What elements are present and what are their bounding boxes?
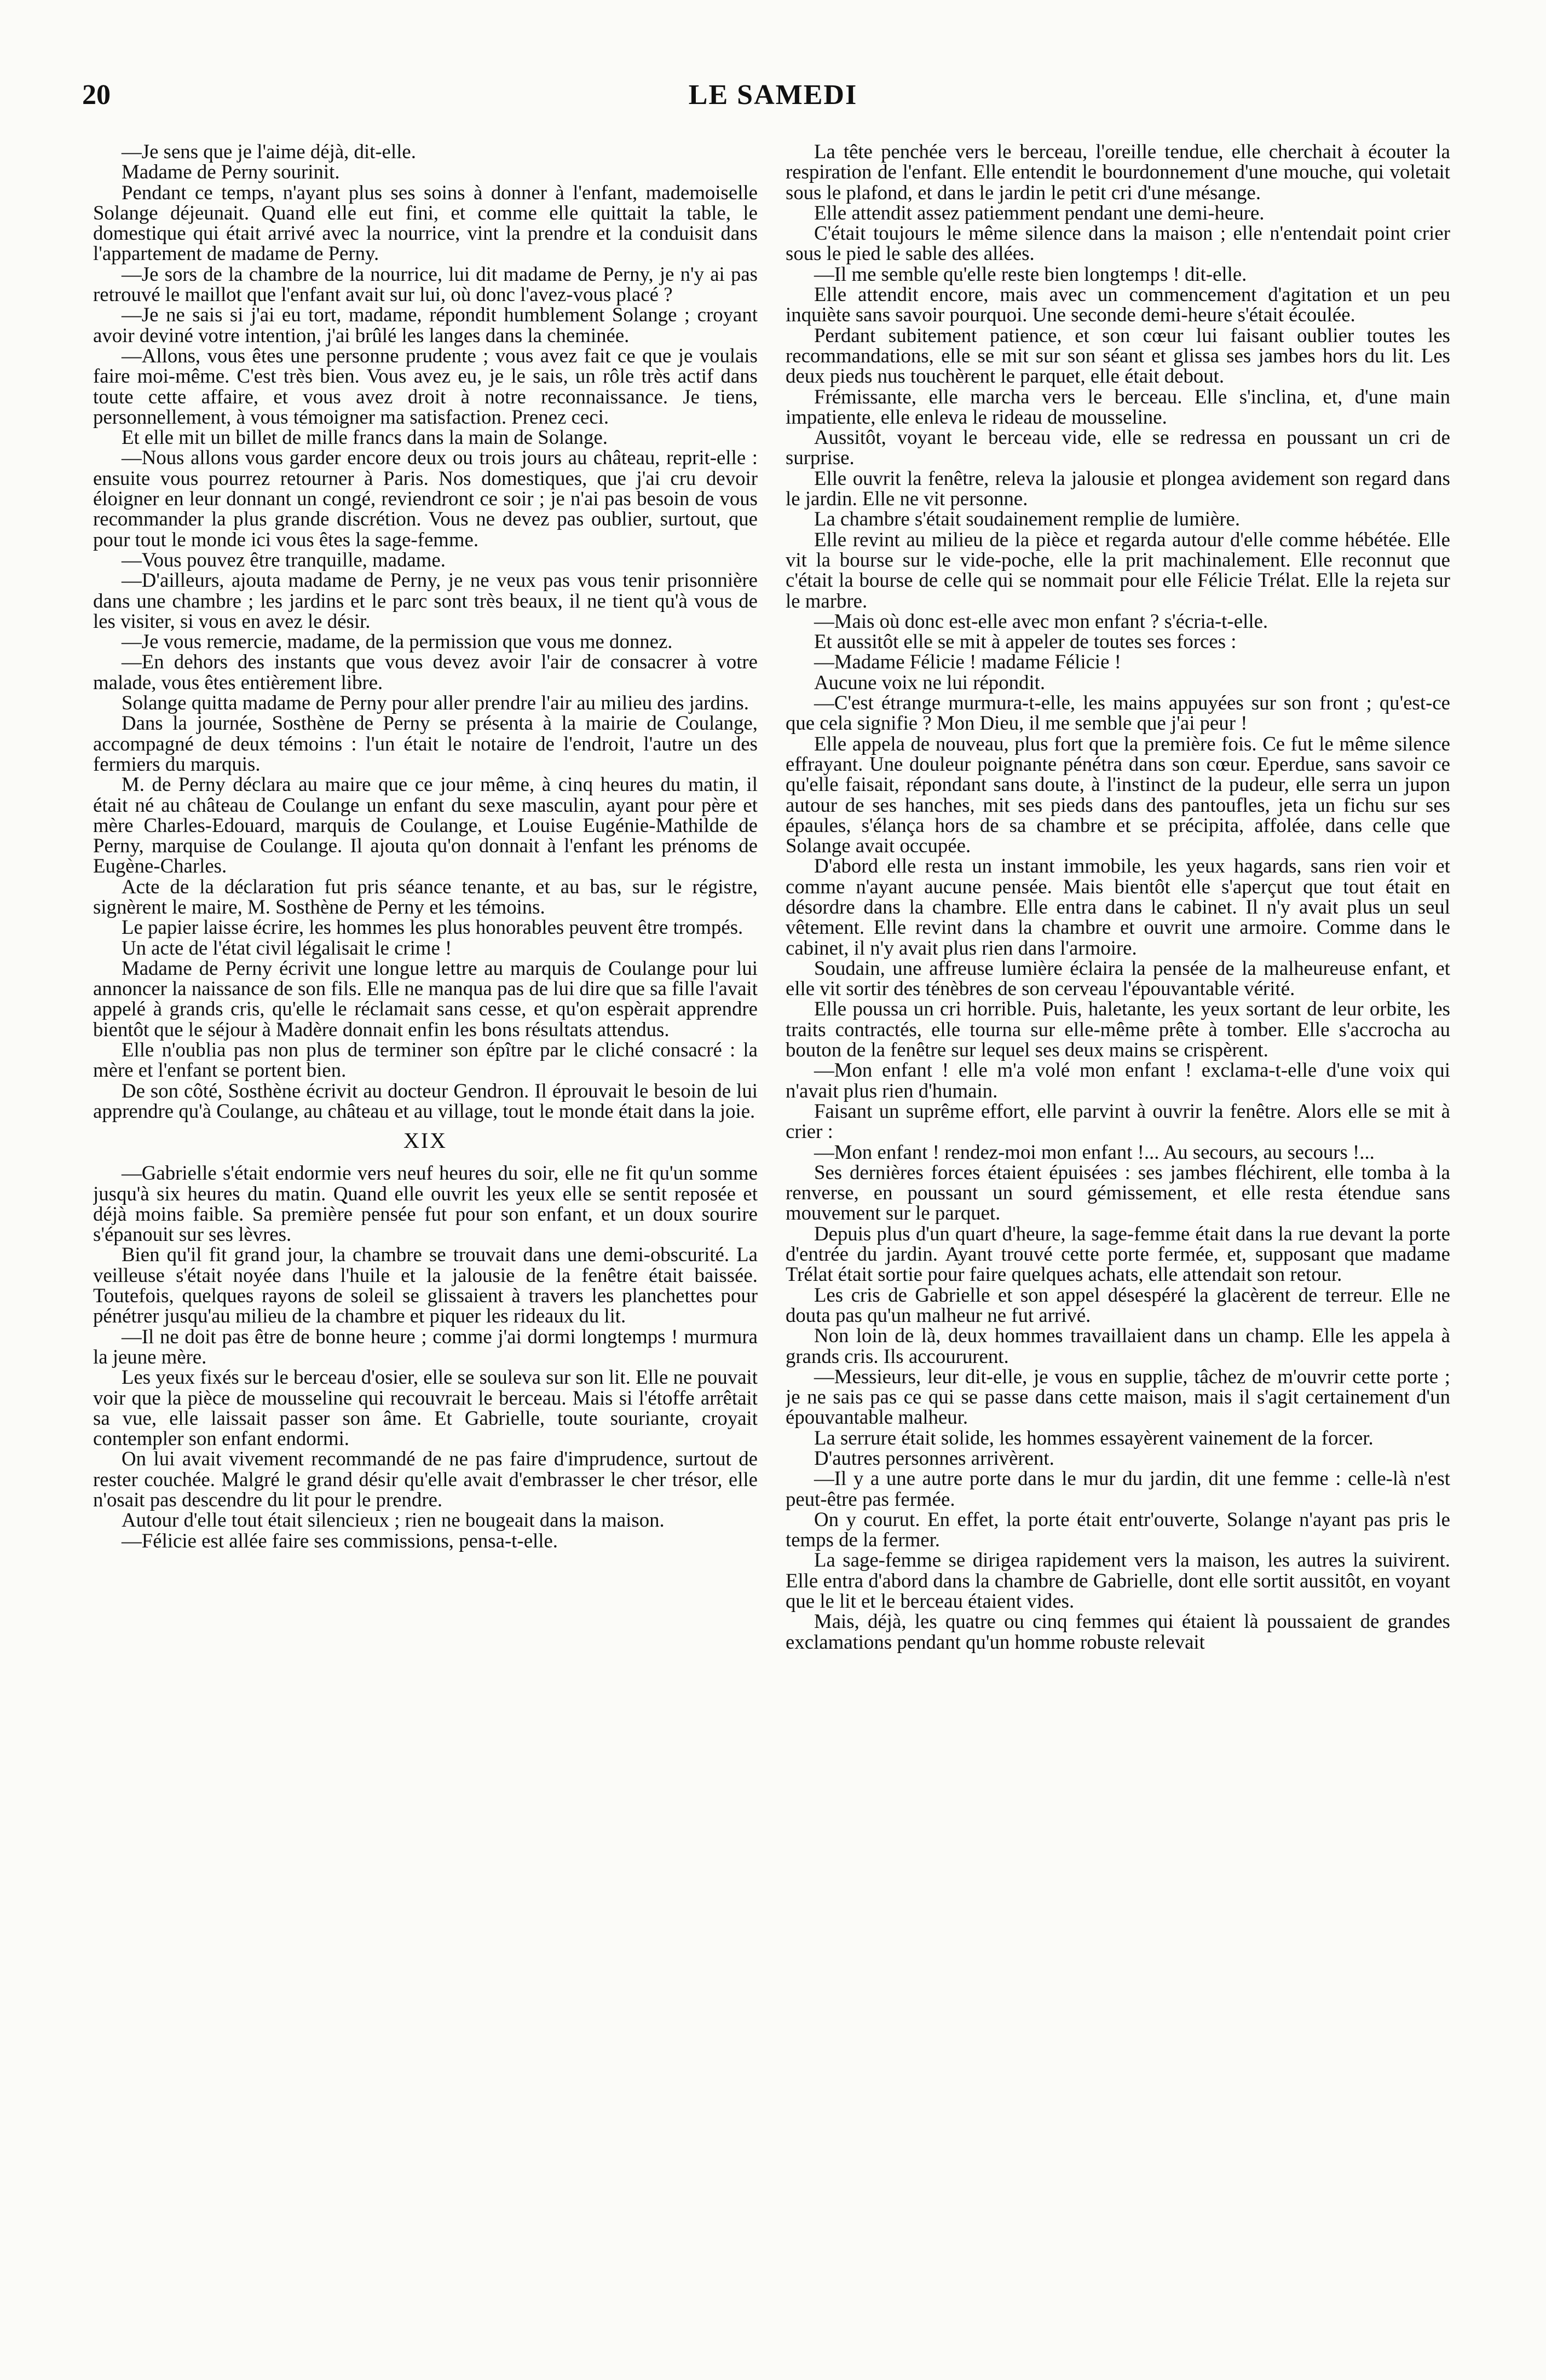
paragraph: De son côté, Sosthène écrivit au docteur Gendron. Il éprouvait le besoin de lui apprendre qu'à Coulange, au château et au village, tout le monde était dans la joie. [93,1079,758,1122]
paragraph: —Mon enfant ! elle m'a volé mon enfant ! exclama-t-elle d'une voix qui n'avait plus rien d'humain. [786,1059,1450,1102]
paragraph: —Félicie est allée faire ses commissions, pensa-t-elle. [122,1529,558,1552]
paragraph: Et elle mit un billet de mille francs dans la main de Solange. [122,426,608,449]
paragraph: Solange quitta madame de Perny pour aller prendre l'air au milieu des jardins. [122,691,749,714]
paragraph: —Il me semble qu'elle reste bien longtemps ! dit-elle. [814,262,1247,285]
paragraph: Soudain, une affreuse lumière éclaira la pensée de la malheureuse enfant, et elle vit sortir des ténèbres de son cerveau l'épouvantable vérité. [786,956,1450,1000]
paragraph: Faisant un suprême effort, elle parvint à ouvrir la fenêtre. Alors elle se mit à crier : [786,1099,1450,1143]
paragraph: —Vous pouvez être tranquille, madame. [122,548,446,571]
paragraph: —Je vous remercie, madame, de la permission que vous me donnez. [122,630,673,653]
paragraph: Les yeux fixés sur le berceau d'osier, elle se souleva sur son lit. Elle ne pouvait voir que la pièce de mousseline qui recouvrait le berceau. Mais si l'étoffe arrêtait sa vue, elle laissait passer son âme. Et Gabrielle, toute souriante, croyait contempler son enfant endormi. [93,1366,758,1450]
paragraph: Elle poussa un cri horrible. Puis, haletante, les yeux sortant de leur orbite, les traits contractés, elle tourna sur elle-même prête à tomber. Elle s'accrocha au bouton de la fenêtre sur lequel ses deux mains se crispèrent. [786,997,1450,1061]
paragraph: —Il ne doit pas être de bonne heure ; comme j'ai dormi longtemps ! murmura la jeune mère. [93,1325,758,1368]
running-head [82,78,1464,116]
paragraph: La serrure était solide, les hommes essayèrent vainement de la forcer. [814,1426,1374,1449]
paragraph: C'était toujours le même silence dans la maison ; elle n'entendait point crier sous le pied le sable des allées. [786,222,1450,265]
paragraph: Acte de la déclaration fut pris séance tenante, et au bas, sur le régistre, signèrent le maire, M. Sosthène de Perny et les témoins. [93,875,758,918]
paragraph: La chambre s'était soudainement remplie de lumière. [814,507,1241,530]
paragraph: —Gabrielle s'était endormie vers neuf heures du soir, elle ne fit qu'un somme jusqu'à six heures du matin. Quand elle ouvrit les yeux elle se sentit reposée et déjà moins faible. Sa première pensée fut pour son enfant, et un doux sourire s'épanouit sur ses lèvres. [93,1162,758,1246]
chapter-heading: XIX [403,1128,448,1153]
paragraph: —C'est étrange murmura-t-elle, les mains appuyées sur son front ; qu'est-ce que cela signifie ? Mon Dieu, il me semble que j'ai peur ! [786,691,1450,735]
journal-title: LE SAMEDI [688,79,858,111]
paragraph: Madame de Perny sourinit. [122,160,340,183]
paragraph: Le papier laisse écrire, les hommes les plus honorables peuvent être trompés. [122,916,743,939]
paragraph: —Mon enfant ! rendez-moi mon enfant !... Au secours, au secours !... [814,1140,1375,1163]
paragraph: Et aussitôt elle se mit à appeler de toutes ses forces : [814,630,1237,653]
paragraph: La sage-femme se dirigea rapidement vers la maison, les autres la suivirent. Elle entra d'abord dans la chambre de Gabrielle, dont elle sortit aussitôt, en voyant que le lit et le berceau étaient vides. [786,1549,1450,1613]
left-column-text-before-chapter [93,141,758,1121]
paragraph: Non loin de là, deux hommes travaillaient dans un champ. Elle les appela à grands cris. Ils accoururent. [786,1324,1450,1367]
paragraph: Perdant subitement patience, et son cœur lui faisant oublier toutes les recommandations, elle se mit sur son séant et glissa ses jambes hors du lit. Les deux pieds nus touchèrent le parquet, elle était debout. [786,324,1450,388]
paragraph: —Nous allons vous garder encore deux ou trois jours au château, reprit-elle : ensuite vous pourrez retourner à Paris. Nos domestiques, que j'ai cru devoir éloigner en leur donnant un congé, reviendront ce soir ; je n'ai pas besoin de vous recommander la plus grande discrétion. Vous ne devez pas oublier, surtout, que pour tout le monde ici vous êtes la sage-femme. [93,446,758,551]
paragraph: —Madame Félicie ! madame Félicie ! [814,650,1121,673]
paragraph: On lui avait vivement recommandé de ne pas faire d'imprudence, surtout de rester couchée. Malgré le grand désir qu'elle avait d'embrasser le cher trésor, elle n'osait pas descendre du lit pour le prendre. [93,1447,758,1511]
paragraph: Aussitôt, voyant le berceau vide, elle se redressa en poussant un cri de surprise. [786,426,1450,469]
paragraph: —En dehors des instants que vous devez avoir l'air de consacrer à votre malade, vous êtes entièrement libre. [93,650,758,694]
paragraph: —Allons, vous êtes une personne prudente ; vous avez fait ce que je voulais faire moi-même. C'est très bien. Vous avez eu, je le sais, un rôle très actif dans toute cette affaire, et vous avez droit à notre reconnaissance. Je tiens, personnellement, à vous témoigner ma satisfaction. Prenez ceci. [93,344,758,428]
paragraph: —Je sens que je l'aime déjà, dit-elle. [122,141,416,163]
paragraph: —Je sors de la chambre de la nourrice, lui dit madame de Perny, je n'y ai pas retrouvé le maillot que l'enfant avait sur lui, où donc l'avez-vous placé ? [93,262,758,306]
right-column-text [786,141,1450,1652]
paragraph: Les cris de Gabrielle et son appel désespéré la glacèrent de terreur. Elle ne douta pas qu'un malheur ne fut arrivé. [786,1283,1450,1326]
paragraph: Pendant ce temps, n'ayant plus ses soins à donner à l'enfant, mademoiselle Solange déjeunait. Quand elle eut fini, et comme elle quittait la table, le domestique qui était arrivé avec la nourrice, vint la prendre et la conduisit dans l'appartement de madame de Perny. [93,181,758,265]
paragraph: Elle attendit assez patiemment pendant une demi-heure. [814,201,1265,224]
paragraph: On y courut. En effet, la porte était entr'ouverte, Solange n'ayant pas pris le temps de la fermer. [786,1507,1450,1551]
right-column [786,141,1450,2309]
paragraph: Dans la journée, Sosthène de Perny se présenta à la mairie de Coulange, accompagné de deux témoins : l'un était le notaire de l'endroit, l'autre un des fermiers du marquis. [93,712,758,775]
paragraph: M. de Perny déclara au maire que ce jour même, à cinq heures du matin, il était né au château de Coulange un enfant du sexe masculin, ayant pour père et mère Charles-Edouard, marquis de Coulange, et Louise Eugénie-Mathilde de Perny, marquise de Coulange. Il ajouta qu'on donnait à l'enfant les prénoms de Eugène-Charles. [93,773,758,877]
paragraph: Aucune voix ne lui répondit. [814,671,1046,694]
paragraph: Elle n'oublia pas non plus de terminer son épître par le cliché consacré : la mère et l'enfant se portent bien. [93,1038,758,1082]
paragraph: D'autres personnes arrivèrent. [814,1447,1054,1469]
paragraph: Elle attendit encore, mais avec un commencement d'agitation et un peu inquiète sans savoir pourquoi. Une seconde demi-heure s'était écoulée. [786,283,1450,326]
paragraph: La tête penchée vers le berceau, l'oreille tendue, elle cherchait à écouter la respiration de l'enfant. Elle entendit le bourdonnement d'une mouche, qui voletait sous le plafond, et dans le jardin le petit cri d'une mésange. [786,141,1450,204]
paragraph: Depuis plus d'un quart d'heure, la sage-femme était dans la rue devant la porte d'entrée du jardin. Ayant trouvé cette porte fermée, et, supposant que madame Trélat était sortie pour faire quelques achats, elle attendait son retour. [786,1222,1450,1286]
paragraph: Bien qu'il fit grand jour, la chambre se trouvait dans une demi-obscurité. La veilleuse s'était noyée dans l'huile et la jalousie de la fenêtre était baissée. Toutefois, quelques rayons de soleil se glissaient à travers les planchettes pour pénétrer jusqu'au milieu de la chambre et piquer les rideaux du lit. [93,1243,758,1327]
left-column-text-after-chapter [93,1163,758,1551]
paragraph: Madame de Perny écrivit une longue lettre au marquis de Coulange pour lui annoncer la naissance de son fils. Elle ne manqua pas de lui dire que sa fille l'avait appelé à grands cris, qu'elle le réclamait sans cesse, et qu'on espèrait apprendre bientôt que le séjour à Madère donnait enfin les bons résultats attendus. [93,956,758,1041]
page-number: 20 [82,79,111,111]
paragraph: D'abord elle resta un instant immobile, les yeux hagards, sans rien voir et comme n'ayant aucune pensée. Mais bientôt elle s'aperçut que tout était en désordre dans la chambre. Elle entra dans le cabinet. Il n'y avait plus un seul vêtement. Elle revint dans la chambre et ouvrit une armoire. Comme dans le cabinet, il n'y avait plus rien dans l'armoire. [786,854,1450,959]
paragraph: Un acte de l'état civil légalisait le crime ! [122,936,452,959]
paragraph: Ses dernières forces étaient épuisées : ses jambes fléchirent, elle tomba à la renverse, en poussant un sourd gémissement, et elle resta étendue sans mouvement sur le parquet. [786,1160,1450,1224]
paragraph: Autour d'elle tout était silencieux ; rien ne bougeait dans la maison. [122,1509,665,1532]
left-column [93,141,758,2309]
paragraph: —Messieurs, leur dit-elle, je vous en supplie, tâchez de m'ouvrir cette porte ; je ne sais pas ce qui se passe dans cette maison, mais il s'agit certainement d'un épouvantable malheur. [786,1365,1450,1429]
paragraph: Mais, déjà, les quatre ou cinq femmes qui étaient là poussaient de grandes exclamations pendant qu'un homme robuste relevait [786,1610,1450,1653]
paragraph: Elle ouvrit la fenêtre, releva la jalousie et plongea avidement son regard dans le jardin. Elle ne vit personne. [786,466,1450,510]
paragraph: Elle revint au milieu de la pièce et regarda autour d'elle comme hébétée. Elle vit la bourse sur le vide-poche, elle la prit machinalement. Elle reconnut que c'était la bourse de celle qui se nommait pour elle Félicie Trélat. Elle la rejeta sur le marbre. [786,528,1450,612]
paragraph: —D'ailleurs, ajouta madame de Perny, je ne veux pas vous tenir prisonnière dans une chambre ; les jardins et le parc sont très beaux, il ne tient qu'à vous de les visiter, si vous en avez le désir. [93,569,758,632]
paragraph: —Il y a une autre porte dans le mur du jardin, dit une femme : celle-là n'est peut-être pas fermée. [786,1467,1450,1510]
paragraph: Frémissante, elle marcha vers le berceau. Elle s'inclina, et, d'une main impatiente, elle enleva le rideau de mousseline. [786,385,1450,428]
paragraph: Elle appela de nouveau, plus fort que la première fois. Ce fut le même silence effrayant. Une douleur poignante pénétra dans son cœur. Eperdue, sans savoir ce qu'elle faisait, répondant sans doute, à l'instinct de la pudeur, elle serra un jupon autour de ses hanches, mit ses pieds dans des pantoufles, jeta un fichu sur ses épaules, s'élança hors de sa chambre et se précipita, affolée, dans celle que Solange avait occupée. [786,732,1450,857]
paragraph: —Je ne sais si j'ai eu tort, madame, répondit humblement Solange ; croyant avoir deviné votre intention, j'ai brûlé les langes dans la cheminée. [93,303,758,346]
paragraph: —Mais où donc est-elle avec mon enfant ? s'écria-t-elle. [814,609,1268,632]
